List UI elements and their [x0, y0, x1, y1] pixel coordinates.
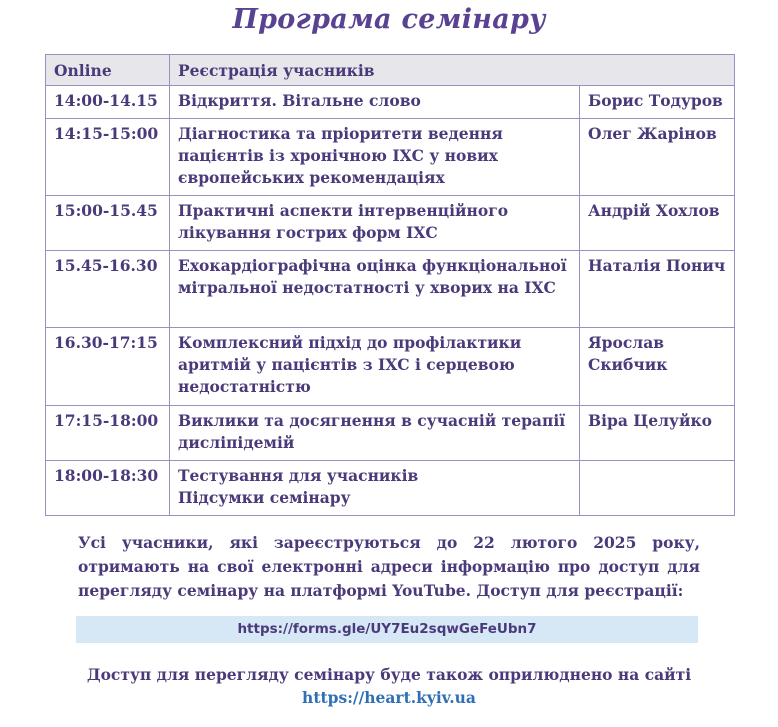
table-row: [46, 55, 735, 86]
table-row: [46, 119, 735, 196]
session-speaker: Андрій Хохлов: [580, 196, 735, 251]
session-time: 16.30-17:15: [46, 328, 170, 406]
session-topic: Практичні аспекти інтервенційного лікування гострих форм ІХС: [170, 196, 580, 251]
table-row: [46, 86, 735, 119]
session-topic: Виклики та досягнення в сучасній терапії дисліпідемій: [170, 406, 580, 461]
session-time: 14:00-14.15: [46, 86, 170, 119]
session-topic: Відкриття. Вітальне слово: [170, 86, 580, 119]
session-speaker: Олег Жарінов: [580, 119, 735, 196]
session-speaker: Ярослав Скибчик: [580, 328, 735, 406]
session-topic: Діагностика та пріоритети ведення пацієнтів із хронічною ІХС у нових європейських рекомендаціях: [170, 119, 580, 196]
session-topic-line: Тестування для учасників: [178, 466, 419, 485]
registration-notice: Усі учасники, які зареєструються до 22 лютого 2025 року, отримають на свої електронні адреси інформацію про доступ для перегляду семінару на платформі YouTube. Доступ для реєстрації:: [78, 533, 700, 600]
registration-link[interactable]: https://forms.gle/UY7Eu2sqwGeFeUbn7: [76, 616, 698, 643]
session-time: 18:00-18:30: [46, 461, 170, 516]
website-link[interactable]: https://heart.kyiv.ua: [302, 688, 476, 707]
session-topic: [170, 461, 580, 516]
table-row: [46, 406, 735, 461]
session-speaker: Наталія Понич: [580, 251, 735, 328]
session-time: Online: [46, 55, 170, 86]
table-row: [46, 251, 735, 328]
session-time: 14:15-15:00: [46, 119, 170, 196]
table-row: [46, 328, 735, 406]
table-row: [46, 461, 735, 516]
session-speaker: Віра Целуйко: [580, 406, 735, 461]
page-title: Програма семінару: [232, 4, 546, 35]
session-time: 15:00-15.45: [46, 196, 170, 251]
session-topic: Ехокардіографічна оцінка функціональної мітральної недостатності у хворих на ІХС: [170, 251, 580, 328]
table-row: [46, 196, 735, 251]
session-topic-line: Підсумки семінару: [178, 488, 351, 507]
session-speaker: [580, 461, 735, 516]
session-topic: Реєстрація учасників: [170, 55, 735, 86]
session-time: 17:15-18:00: [46, 406, 170, 461]
program-table: [45, 54, 735, 516]
session-time: 15.45-16.30: [46, 251, 170, 328]
footer-text: Доступ для перегляду семінару буде також оприлюднено на сайті: [86, 665, 692, 684]
session-topic: Комплексний підхід до профілактики аритмій у пацієнтів з ІХС і серцевою недостатністю: [170, 328, 580, 406]
session-speaker: Борис Тодуров: [580, 86, 735, 119]
